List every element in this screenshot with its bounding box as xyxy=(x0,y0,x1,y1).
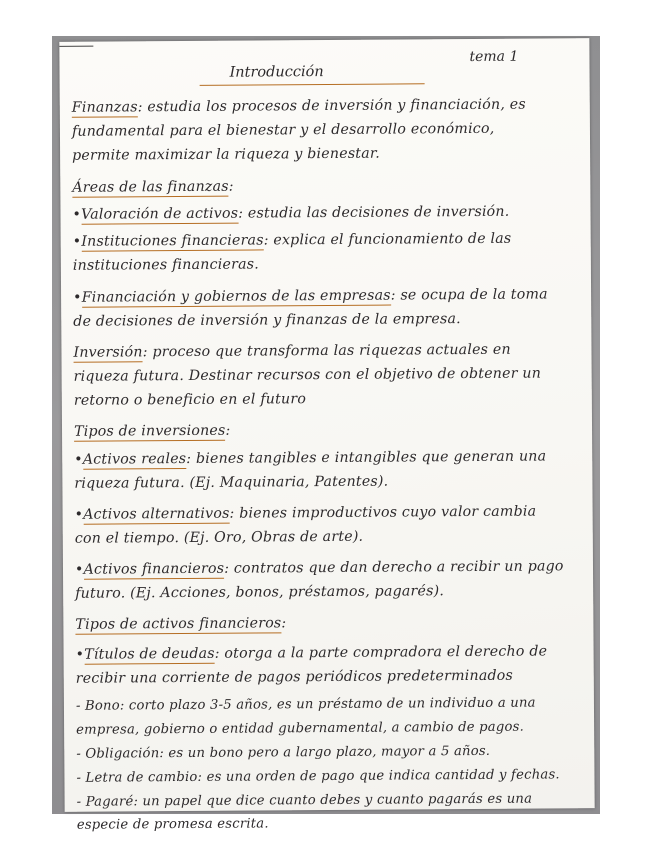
note-text: : xyxy=(281,615,287,632)
note-text: : contratos que dan derecho a recibir un pago xyxy=(224,558,564,577)
note-text: fundamental para el bienestar y el desarrollo económico, xyxy=(71,120,495,140)
note-line xyxy=(75,529,364,547)
note-text: instituciones financieras. xyxy=(72,256,259,274)
corner-mark xyxy=(59,46,93,47)
underlined-term: Financiación y gobiernos de las empresas xyxy=(81,287,391,306)
note-line xyxy=(74,423,231,440)
note-text: recibir una corriente de pagos periódicos predeterminados xyxy=(75,667,514,687)
bullet: • xyxy=(72,206,82,223)
note-text: retorno o beneficio en el futuro xyxy=(73,391,307,409)
underlined-term: Tipos de inversiones xyxy=(73,422,226,440)
note-line xyxy=(72,179,233,196)
underlined-term: Activos financieros xyxy=(83,560,225,578)
title-underline xyxy=(200,83,425,86)
note-text: de decisiones de inversión y finanzas de la empresa. xyxy=(73,311,461,330)
bullet: • xyxy=(75,646,85,663)
note-text: empresa, gobierno o entidad gubernamental, a cambio de pagos. xyxy=(76,719,524,738)
note-line xyxy=(73,342,510,361)
underlined-term: Instituciones financieras xyxy=(81,232,264,250)
note-line xyxy=(75,504,537,523)
note-line xyxy=(73,311,461,330)
note-line xyxy=(75,583,444,602)
note-text: - Letra de cambio: es una orden de pago que indica cantidad y fechas. xyxy=(76,767,560,786)
note-text: : xyxy=(228,178,234,195)
underlined-term: Inversión xyxy=(73,344,143,361)
underlined-term: Valoración de activos xyxy=(81,205,239,223)
note-text: permite maximizar la riqueza y bienestar. xyxy=(72,145,381,164)
note-text: : explica el funcionamiento de las xyxy=(263,230,512,249)
note-line xyxy=(76,643,548,662)
note-line xyxy=(73,231,512,250)
note-line xyxy=(73,256,259,273)
note-line xyxy=(74,448,546,467)
note-text: - Bono: corto plazo 3-5 años, es un préstamo de un individuo a una xyxy=(75,695,536,714)
page-title: Introducción xyxy=(229,64,324,81)
notebook-page xyxy=(59,38,594,833)
note-line xyxy=(72,97,526,116)
note-line xyxy=(75,615,286,632)
note-line xyxy=(72,146,380,164)
note-text: : xyxy=(225,422,231,439)
note-line xyxy=(76,696,536,714)
note-text: riqueza futura. Destinar recursos con el objetivo de obtener un xyxy=(73,365,542,385)
note-line xyxy=(74,391,306,409)
note-line xyxy=(72,121,495,140)
note-text: riqueza futura. (Ej. Maquinaria, Patentes). xyxy=(74,473,389,492)
note-line xyxy=(76,668,513,687)
note-text: : se ocupa de la toma xyxy=(390,286,548,304)
bullet: • xyxy=(74,561,84,578)
note-line xyxy=(72,204,509,223)
note-text: : bienes improductivos cuyo valor cambia xyxy=(229,503,537,522)
bullet: • xyxy=(74,451,83,468)
underlined-term: Activos reales xyxy=(82,450,187,468)
note-text: : otorga a la parte compradora el derecho de xyxy=(214,643,548,662)
note-text: futuro. (Ej. Acciones, bonos, préstamos, pagarés). xyxy=(75,583,445,602)
note-line xyxy=(74,366,542,385)
bullet: • xyxy=(72,233,82,250)
note-text: - Pagaré: un papel que dice cuanto debes y cuanto pagarás es una xyxy=(76,791,533,810)
note-line xyxy=(76,744,490,762)
underlined-term: Títulos de deudas xyxy=(84,645,215,663)
note-text: : estudia los procesos de inversión y financiación, es xyxy=(137,96,526,116)
note-text: : estudia las decisiones de inversión. xyxy=(238,203,510,222)
underlined-term: Áreas de las finanzas xyxy=(72,178,229,196)
bullet: • xyxy=(73,289,82,306)
note-line xyxy=(73,286,548,305)
note-line xyxy=(76,720,524,738)
note-text: : bienes tangibles e intangibles que generan una xyxy=(186,448,547,467)
note-text: especie de promesa escrita. xyxy=(76,816,269,833)
bullet: • xyxy=(74,506,84,523)
note-text: : proceso que transforma las riquezas actuales en xyxy=(142,341,511,361)
note-text: con el tiempo. (Ej. Oro, Obras de arte). xyxy=(74,528,364,547)
topic-label: tema 1 xyxy=(469,48,519,65)
underlined-term: Activos alternativos xyxy=(83,505,230,523)
note-text: - Obligación: es un bono pero a largo plazo, mayor a 5 años. xyxy=(76,743,491,762)
note-line xyxy=(75,558,564,577)
note-line xyxy=(74,474,388,492)
note-line xyxy=(77,792,533,810)
underlined-term: Finanzas xyxy=(71,99,138,116)
note-line xyxy=(77,816,269,832)
underlined-term: Tipos de activos financieros xyxy=(75,615,282,633)
note-line xyxy=(76,767,559,785)
